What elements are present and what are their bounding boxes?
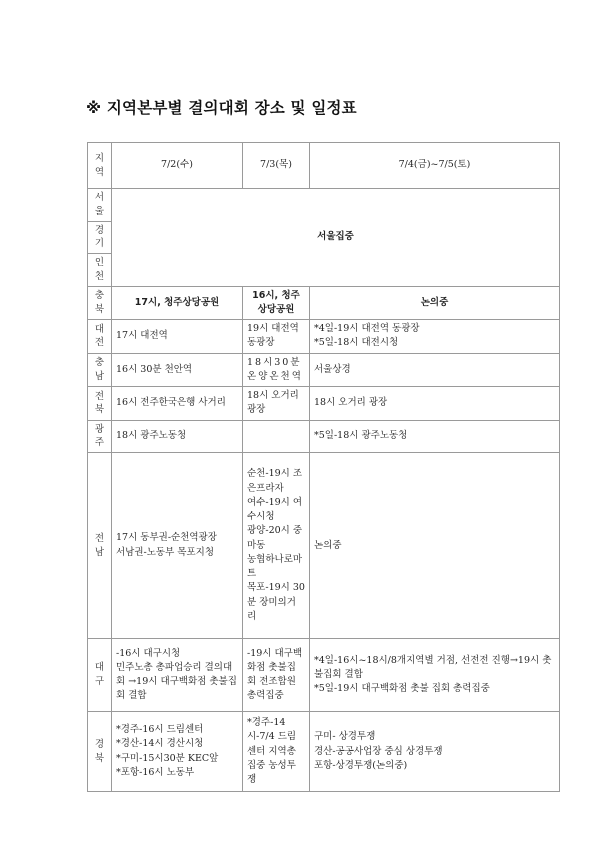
list-item: 농협하나로마트 [247,553,303,579]
region-jeonnam: 전 남 [88,453,112,639]
daejeon-day1: 17시 대전역 [112,320,243,354]
list-item: 순천-19시 조은프라자 [247,468,303,494]
chungbuk-day1: 17시, 청주상당공원 [112,286,243,320]
table-row [88,420,560,453]
list-item: 민주노총 총파업승리 결의대회 →19시 대구백화점 촛불집회 결합 [116,661,237,702]
region-gyeonggi: 경 기 [88,221,112,254]
header-region: 지 역 [88,143,112,189]
table-row [88,286,560,320]
gyeongbuk-day1 [112,712,243,792]
table-row [88,712,560,792]
list-item: 포항-상경투쟁(논의중) [314,759,408,771]
region-chungbuk: 충 북 [88,286,112,320]
daegu-day2: -19시 대구백화점 촛불집회 전조합원 총력집중 [243,639,310,712]
list-item: 경산-공공사업장 중심 상경투쟁 [314,745,443,757]
header-date-1: 7/2(수) [112,143,243,189]
table-row [88,453,560,639]
seoul-merged-cell: 서울집중 [112,189,560,287]
table-row [88,353,560,387]
header-row [88,143,560,189]
daejeon-day2: 19시 대전역 동광장 [243,320,310,354]
table-row [88,387,560,421]
list-item: *경산-14시 경산시청 [116,738,204,750]
list-item: 구미- 상경투쟁 [314,731,376,743]
region-incheon: 인 천 [88,254,112,287]
gwangju-day2 [243,420,310,453]
list-item: *구미-15시30분 KEC앞 [116,752,219,764]
gwangju-day1: 18시 광주노동청 [112,420,243,453]
daegu-day1 [112,639,243,712]
header-date-2: 7/3(목) [243,143,310,189]
table-row [88,639,560,712]
list-item: *5일-19시 대구백화점 촛불 집회 총력집중 [314,683,490,695]
list-item: *경주-16시 드림센터 [116,724,204,736]
region-jeonbuk: 전 북 [88,387,112,421]
jeonnam-day2 [243,453,310,639]
list-item: 광양-20시 중마동 [247,525,303,551]
list-item: *5일-18시 대전시청 [314,337,399,349]
table-row [88,320,560,354]
jeonbuk-day2: 18시 오거리 광장 [243,387,310,421]
list-item: 여수-19시 여수시청 [247,496,303,522]
table-row [88,189,560,222]
list-item: *포항-16시 노동부 [116,766,195,778]
chungbuk-day3: 논의중 [310,286,560,320]
daejeon-day3 [310,320,560,354]
chungnam-day1: 16시 30분 천안역 [112,353,243,387]
chungnam-day2: 18시30분 온양온천역 [243,353,310,387]
region-daejeon: 대 전 [88,320,112,354]
jeonbuk-day3: 18시 오거리 광장 [310,387,560,421]
region-gwangju: 광 주 [88,420,112,453]
list-item: 17시 동부권-순천역광장 [116,532,217,544]
list-item: 목포-19시 30분 장미의거리 [247,582,305,622]
list-item: *4일-16시~18시/8개지역별 거점, 선전전 진행→19시 촛불집회 결합 [314,654,552,680]
chungnam-day3: 서울상경 [310,353,560,387]
header-date-3: 7/4(금)~7/5(토) [310,143,560,189]
schedule-table [87,142,560,792]
list-item: -16시 대구시청 [116,647,181,659]
list-item: *4일-19시 대전역 동광장 [314,323,420,335]
jeonbuk-day1: 16시 전주한국은행 사거리 [112,387,243,421]
jeonnam-day3: 논의중 [310,453,560,639]
gyeongbuk-day2: *경주-14시-7/4 드림센터 지역총집중 농성투쟁 [243,712,310,792]
daegu-day3 [310,639,560,712]
gyeongbuk-day3 [310,712,560,792]
jeonnam-day1 [112,453,243,639]
gwangju-day3: *5일-18시 광주노동청 [310,420,560,453]
list-item: 서남권-노동부 목포지청 [116,546,215,558]
region-gyeongbuk: 경 북 [88,712,112,792]
page-title: ※ 지역본부별 결의대회 장소 및 일정표 [86,99,357,117]
region-chungnam: 충 남 [88,353,112,387]
region-seoul: 서 울 [88,189,112,222]
chungbuk-day2: 16시, 청주 상당공원 [243,286,310,320]
region-daegu: 대 구 [88,639,112,712]
